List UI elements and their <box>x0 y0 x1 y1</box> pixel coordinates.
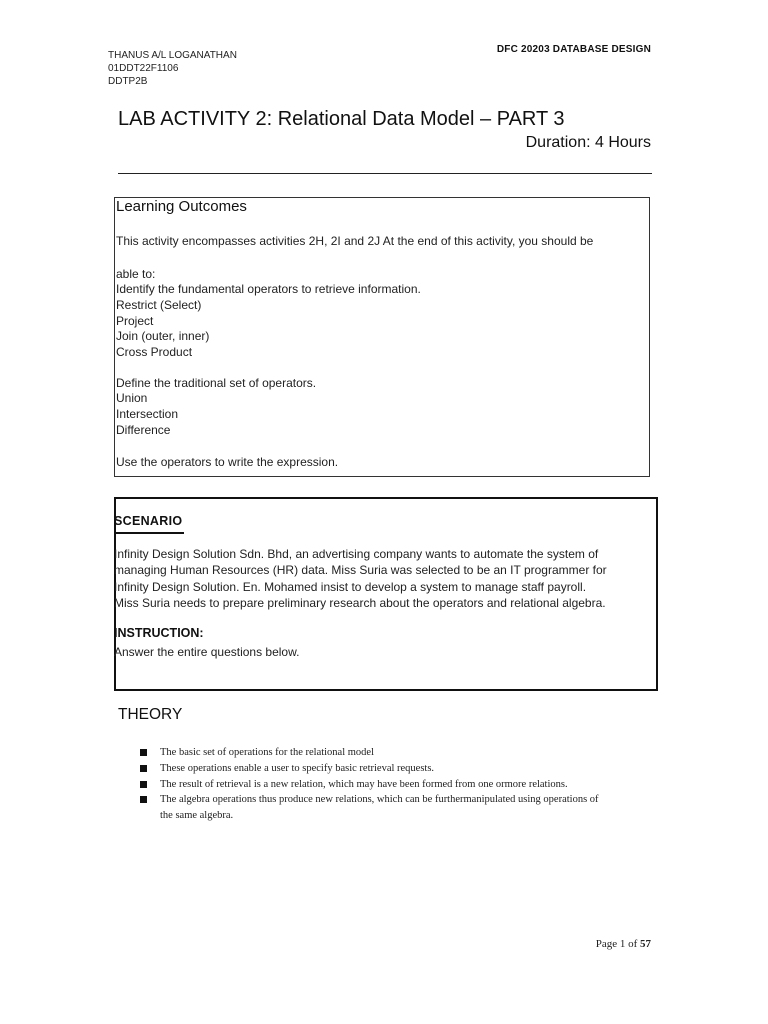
total-pages: 57 <box>640 938 651 950</box>
lo-line: Project <box>116 314 154 328</box>
lo-line: Define the traditional set of operators. <box>116 376 317 390</box>
lo-line: able to: <box>116 267 156 281</box>
page-title: LAB ACTIVITY 2: Relational Data Model – PART 3 <box>118 108 565 130</box>
instruction-heading: INSTRUCTION: <box>114 626 204 640</box>
square-bullet-icon <box>140 749 147 756</box>
lo-line: Restrict (Select) <box>116 298 202 312</box>
instruction-text: Answer the entire questions below. <box>114 645 300 659</box>
theory-heading: THEORY <box>118 706 183 723</box>
scenario-line: managing Human Resources (HR) data. Miss Suria was selected to be an IT programmer for <box>114 563 607 578</box>
learning-outcomes-heading: Learning Outcomes <box>116 198 247 215</box>
scenario-heading: SCENARIO <box>114 514 183 528</box>
lo-line: Identify the fundamental operators to retrieve information. <box>116 282 421 296</box>
class-code: DDTP2B <box>108 76 148 87</box>
lo-line: Join (outer, inner) <box>116 329 210 343</box>
square-bullet-icon <box>140 781 147 788</box>
lo-line: This activity encompasses activities 2H, 2I and 2J At the end of this activity, you should be <box>116 234 594 248</box>
scenario-line: Infinity Design Solution. En. Mohamed insist to develop a system to manage staff payroll. <box>114 579 587 594</box>
list-item: These operations enable a user to specify basic retrieval requests. <box>140 761 600 777</box>
student-name: THANUS A/L LOGANATHAN <box>108 50 237 61</box>
list-item: The basic set of operations for the relational model <box>140 745 600 761</box>
page-label: Page 1 of <box>595 938 638 950</box>
course-title: DFC 20203 DATABASE DESIGN <box>496 44 651 55</box>
lo-line: Intersection <box>116 407 179 421</box>
lo-line: Cross Product <box>116 345 193 359</box>
theory-list <box>140 745 600 824</box>
student-info <box>108 49 237 88</box>
list-item: The result of retrieval is a new relation, which may have been formed from one ormore relations. <box>140 777 600 793</box>
scenario-line: Infinity Design Solution Sdn. Bhd, an advertising company wants to automate the system of <box>114 547 599 561</box>
list-item: The algebra operations thus produce new relations, which can be furthermanipulated using operations of the same algebra. <box>140 792 600 824</box>
lo-line: Difference <box>116 423 171 437</box>
page-number <box>560 938 651 950</box>
student-id: 01DDT22F1106 <box>108 63 179 74</box>
lo-line: Union <box>116 391 148 405</box>
title-divider <box>118 173 652 174</box>
lo-line: Use the operators to write the expression. <box>116 455 339 469</box>
square-bullet-icon <box>140 765 147 772</box>
scenario-underline <box>116 532 184 534</box>
square-bullet-icon <box>140 796 147 803</box>
duration: Duration: 4 Hours <box>525 134 651 151</box>
scenario-line: Miss Suria needs to prepare preliminary research about the operators and relational algebra. <box>114 596 606 611</box>
scenario-paragraph <box>114 546 656 612</box>
